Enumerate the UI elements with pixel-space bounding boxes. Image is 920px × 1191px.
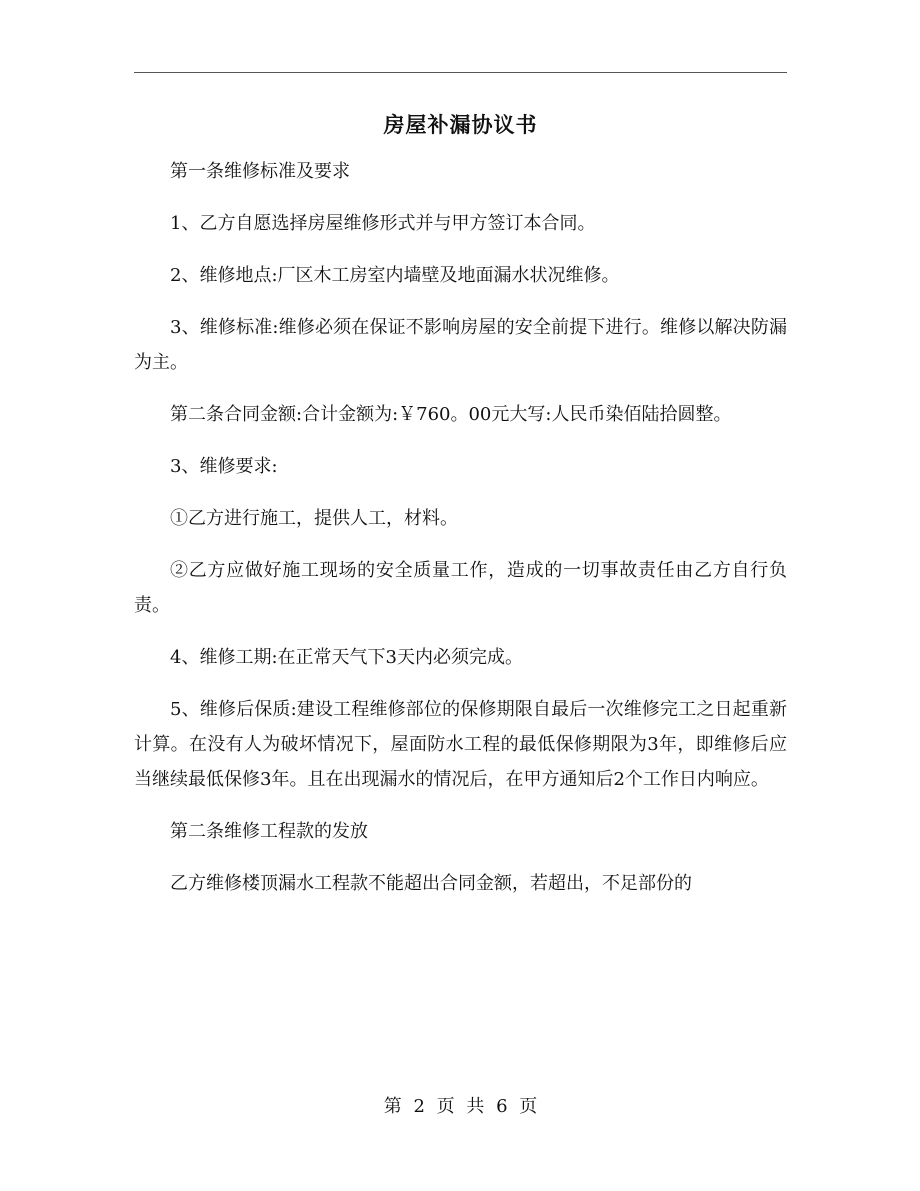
paragraph-requirement-1: ①乙方进行施工，提供人工，材料。 (170, 508, 458, 529)
header-rule (134, 72, 787, 73)
paragraph-requirement-2: ②乙方应做好施工现场的安全质量工作，造成的一切事故责任由乙方自行负责。 (134, 560, 787, 616)
paragraph-item-2: 2、维修地点:厂区木工房室内墙壁及地面漏水状况维修。 (170, 265, 620, 286)
document-title: 房屋补漏协议书 (383, 112, 538, 137)
paragraph-item-5: 5、维修后保质:建设工程维修部位的保修期限自最后一次维修完工之日起重新计算。在没有人为破坏情况下，屋面防水工程的最低保修期限为3年，即维修后应当继续最低保修3年。且在出现漏水的情况后，在甲方通知后2个工作日内响应。 (134, 699, 787, 790)
paragraph-article-1-heading: 第一条维修标准及要求 (170, 161, 350, 182)
paragraph-item-3: 3、维修标准:维修必须在保证不影响房屋的安全前提下进行。维修以解决防漏为主。 (134, 317, 787, 373)
paragraph-contract-amount: 第二条合同金额:合计金额为:￥760。00元大写:人民币染佰陆拾圆整。 (170, 404, 732, 425)
paragraph-payment-heading: 第二条维修工程款的发放 (170, 821, 368, 842)
document-body (134, 154, 787, 918)
paragraph-item-4: 4、维修工期:在正常天气下3天内必须完成。 (170, 647, 523, 668)
paragraph-item-1: 1、乙方自愿选择房屋维修形式并与甲方签订本合同。 (170, 213, 596, 234)
paragraph-requirements-heading: 3、维修要求: (170, 456, 278, 477)
paragraph-payment-text: 乙方维修楼顶漏水工程款不能超出合同金额，若超出，不足部份的 (170, 873, 692, 894)
page-number-footer: 第 2 页 共 6 页 (383, 1096, 538, 1117)
